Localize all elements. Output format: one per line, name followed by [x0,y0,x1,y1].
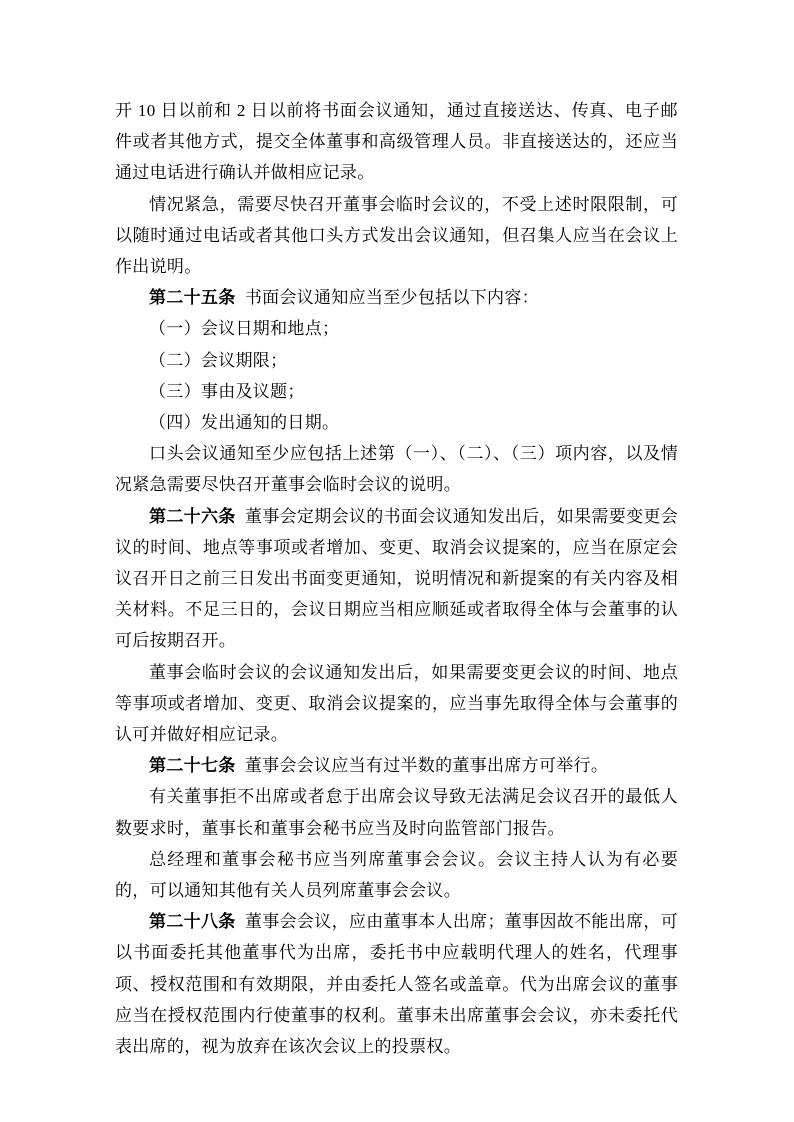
article-number: 第二十五条 [149,288,236,308]
document-text-block [115,95,678,1062]
paragraph-text: 书面会议通知应当至少包括以下内容： [244,288,539,308]
list-item [115,407,678,438]
paragraph [115,844,678,906]
article-paragraph-25 [115,282,678,313]
paragraph [115,438,678,500]
article-paragraph-28 [115,906,678,1062]
list-item [115,313,678,344]
article-paragraph-26 [115,501,678,657]
article-number: 第二十六条 [149,506,236,526]
paragraph-text: 开 10 日以前和 2 日以前将书面会议通知，通过直接送达、传真、电子邮件或者其他方式，提交全体董事和高级管理人员。非直接送达的，还应当通过电话进行确认并做相应记录。 [115,101,678,183]
article-paragraph-27 [115,750,678,781]
paragraph [115,657,678,751]
article-number: 第二十八条 [149,912,236,932]
article-number: 第二十七条 [149,756,236,776]
paragraph-text: 口头会议通知至少应包括上述第（一）、（二）、（三）项内容，以及情况紧急需要尽快召开董事会临时会议的说明。 [115,444,678,495]
paragraph-text: 情况紧急，需要尽快召开董事会临时会议的，不受上述时限限制，可以随时通过电话或者其他口头方式发出会议通知，但召集人应当在会议上作出说明。 [115,194,678,277]
list-item-text: （一）会议日期和地点； [149,319,340,339]
paragraph-text: 董事会临时会议的会议通知发出后，如果需要变更会议的时间、地点等事项或者增加、变更、取消会议提案的，应当事先取得全体与会董事的认可并做好相应记录。 [115,662,678,745]
paragraph-continuation [115,95,678,189]
paragraph-text: 有关董事拒不出席或者怠于出席会议导致无法满足会议召开的最低人数要求时，董事长和董事会秘书应当及时向监管部门报告。 [115,787,678,838]
list-item [115,376,678,407]
list-item-text: （四）发出通知的日期。 [149,413,340,433]
paragraph-text: 董事会会议，应由董事本人出席；董事因故不能出席，可以书面委托其他董事代为出席，委托书中应载明代理人的姓名，代理事项、授权范围和有效期限，并由委托人签名或盖章。代为出席会议的董事应当在授权范围内行使董事的权利。董事未出席董事会会议，亦未委托代表出席的，视为放弃在该次会议上的投票权。 [115,912,679,1057]
paragraph-text: 董事会定期会议的书面会议通知发出后，如果需要变更会议的时间、地点等事项或者增加、变更、取消会议提案的，应当在原定会议召开日之前三日发出书面变更通知，说明情况和新提案的有关内容及相关材料。不足三日的，会议日期应当相应顺延或者取得全体与会董事的认可后按期召开。 [115,506,679,651]
paragraph [115,189,678,283]
list-item [115,345,678,376]
list-item-text: （二）会议期限； [149,350,288,370]
paragraph-text: 董事会会议应当有过半数的董事出席方可举行。 [244,756,609,776]
paragraph [115,781,678,843]
list-item-text: （三）事由及议题； [149,381,305,401]
paragraph-text: 总经理和董事会秘书应当列席董事会会议。会议主持人认为有必要的，可以通知其他有关人员列席董事会会议。 [115,849,678,901]
